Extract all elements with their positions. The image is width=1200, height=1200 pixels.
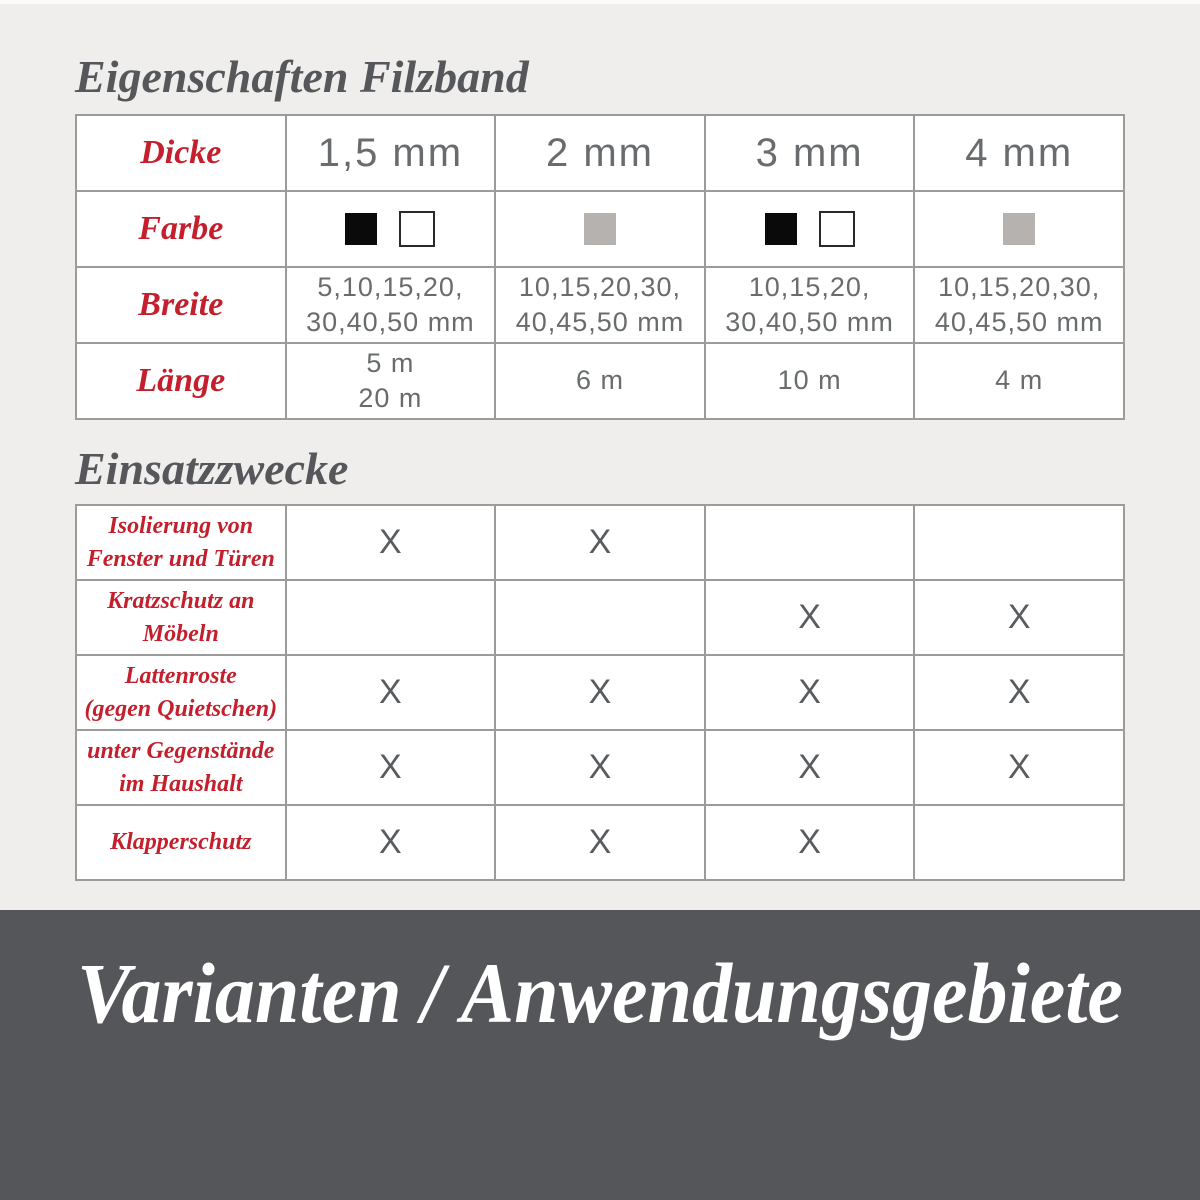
usage-mark: X [286,805,496,880]
table-row-isolierung [76,505,1124,580]
black-color-swatch [765,213,797,245]
row-label-laenge: Länge [76,343,286,419]
thickness-value: 4 mm [914,115,1124,191]
usage-mark: X [705,805,915,880]
usage-mark: X [914,655,1124,730]
width-value: 10,15,20, 30,40,50 mm [705,267,915,343]
table-row-klapperschutz [76,805,1124,880]
color-swatches [915,213,1123,245]
table-row-farbe [76,191,1124,267]
usage-mark: X [495,730,705,805]
table-row-kratzschutz [76,580,1124,655]
black-color-swatch [345,213,377,245]
grey-color-swatch [584,213,616,245]
usage-mark: X [495,805,705,880]
row-label-kratzschutz: Kratzschutz an Möbeln [76,580,286,655]
usage-mark: X [705,655,915,730]
color-cell [286,191,496,267]
banner-title: Varianten / Anwendungsgebiete [77,945,1123,1041]
thickness-value: 2 mm [495,115,705,191]
color-cell [495,191,705,267]
usage-section-title: Einsatzzwecke [75,443,349,494]
usage-table [75,504,1125,881]
row-label-lattenroste: Lattenroste (gegen Quietschen) [76,655,286,730]
banner [0,910,1200,1200]
usage-mark [914,805,1124,880]
content-area [0,51,1200,881]
usage-mark [495,580,705,655]
row-label-isolierung: Isolierung von Fenster und Türen [76,505,286,580]
row-label-farbe: Farbe [76,191,286,267]
grey-color-swatch [1003,213,1035,245]
length-value: 10 m [705,343,915,419]
usage-mark [286,580,496,655]
length-value: 6 m [495,343,705,419]
table-row-breite [76,267,1124,343]
white-color-swatch [819,211,855,247]
table-row-lattenroste [76,655,1124,730]
properties-section-title: Eigenschaften Filzband [75,51,529,102]
row-label-klapperschutz: Klapperschutz [76,805,286,880]
width-value: 10,15,20,30, 40,45,50 mm [495,267,705,343]
usage-mark: X [705,580,915,655]
usage-mark: X [286,730,496,805]
length-value: 5 m 20 m [286,343,496,419]
width-value: 10,15,20,30, 40,45,50 mm [914,267,1124,343]
length-value: 4 m [914,343,1124,419]
usage-mark: X [286,655,496,730]
width-value: 5,10,15,20, 30,40,50 mm [286,267,496,343]
usage-mark [705,505,915,580]
table-row-gegenstaende [76,730,1124,805]
usage-mark: X [914,730,1124,805]
usage-mark: X [495,505,705,580]
usage-mark [914,505,1124,580]
top-strip [0,0,1200,4]
table-row-dicke [76,115,1124,191]
table-row-laenge [76,343,1124,419]
white-color-swatch [399,211,435,247]
properties-table [75,114,1125,420]
usage-mark: X [705,730,915,805]
row-label-breite: Breite [76,267,286,343]
color-cell [914,191,1124,267]
color-swatches [706,211,914,247]
row-label-gegenstaende: unter Gegenstände im Haushalt [76,730,286,805]
color-cell [705,191,915,267]
usage-mark: X [914,580,1124,655]
thickness-value: 3 mm [705,115,915,191]
row-label-dicke: Dicke [76,115,286,191]
usage-mark: X [495,655,705,730]
color-swatches [287,211,495,247]
thickness-value: 1,5 mm [286,115,496,191]
usage-mark: X [286,505,496,580]
color-swatches [496,213,704,245]
